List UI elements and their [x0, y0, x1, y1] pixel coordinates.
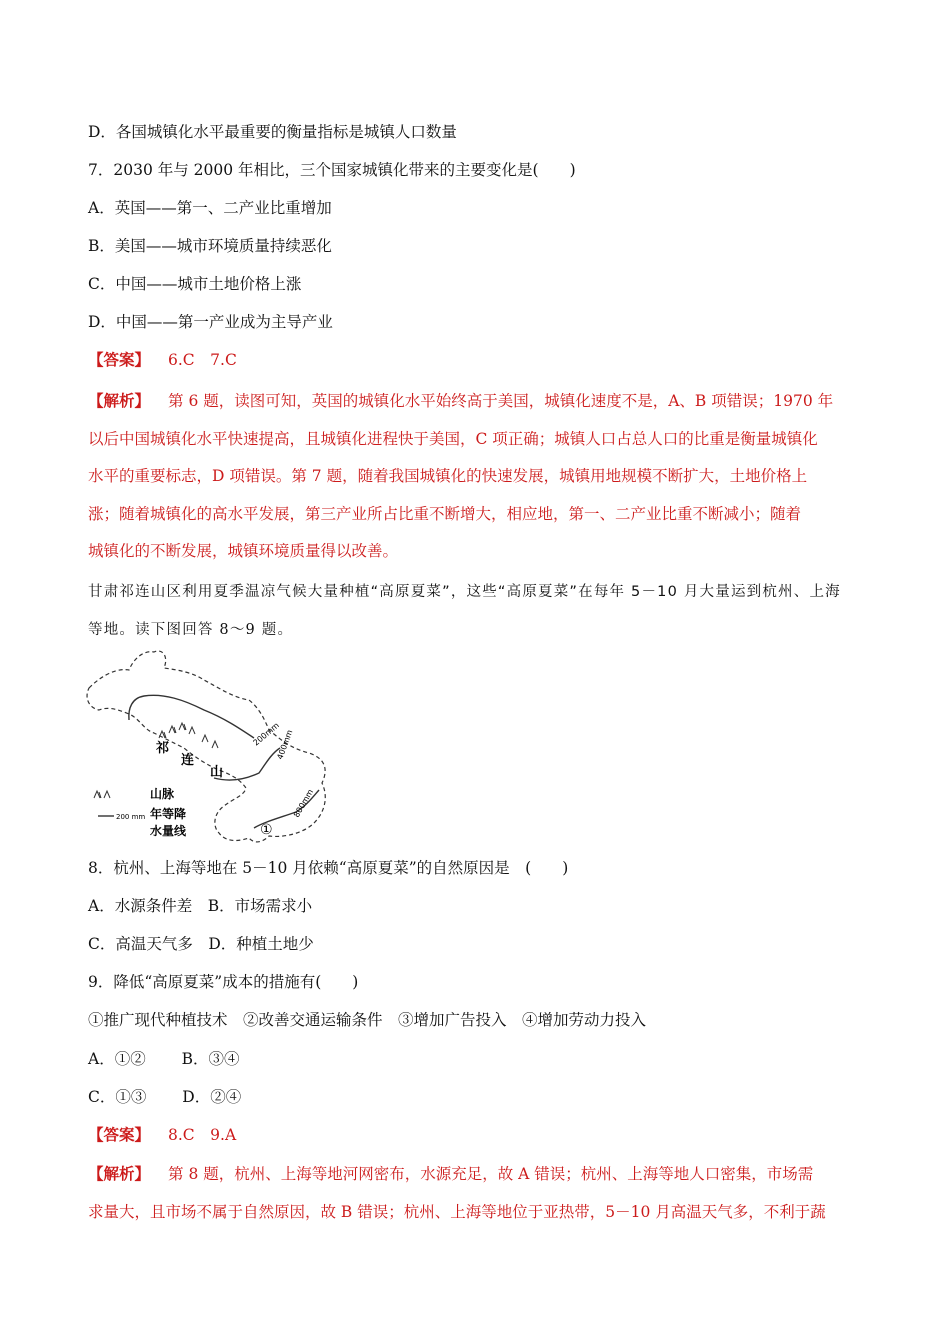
q7-option-d: D．中国——第一产业成为主导产业: [88, 313, 333, 331]
analysis-label: 【解析】: [88, 391, 151, 410]
intro-line: 等地。读下图回答 8～9 题。: [88, 621, 294, 638]
isohyet-label-200: 200mm: [251, 720, 281, 748]
analysis-line: [88, 1155, 868, 1194]
legend-mountain-icon: [94, 791, 110, 798]
q9-options-row: A．①② B．③④: [88, 1050, 240, 1068]
isohyet-label-800: 800mm: [291, 787, 316, 819]
answer-value: 8.C 9.A: [168, 1126, 237, 1144]
mountain-name-char: 祁: [156, 741, 170, 756]
analysis-line: [88, 382, 868, 421]
analysis-line: 涨；随着城镇化的高水平发展，第三产业所占比重不断增大，相应地，第一、二产业比重不断减小；随着: [88, 504, 802, 523]
q9-stem: 9．降低“高原夏菜”成本的措施有( ): [88, 973, 359, 991]
answer-label: 【答案】: [88, 350, 151, 369]
analysis-line: 城镇化的不断发展，城镇环境质量得以改善。: [88, 542, 399, 560]
q8-options-row: C．高温天气多 D．种植土地少: [88, 935, 314, 953]
q7-option-b: B．美国——城市环境质量持续恶化: [88, 237, 332, 255]
answer-value: 6.C 7.C: [168, 351, 237, 369]
q8-options-row: A．水源条件差 B．市场需求小: [88, 897, 313, 915]
analysis-text: 第 8 题，杭州、上海等地河网密布，水源充足，故 A 错误；杭州、上海等地人口密集，市场需: [168, 1165, 814, 1183]
analysis-line: 以后中国城镇化水平快速提高，且城镇化进程快于美国，C 项正确；城镇人口占总人口的比重是衡量城镇化: [88, 429, 818, 448]
region-marker: ①: [260, 822, 273, 838]
analysis-text: 第 6 题，读图可知，英国的城镇化水平始终高于美国，城镇化速度不是，A、B 项错误；1970 年: [168, 392, 834, 410]
legend-mountain-label: 山脉: [150, 787, 175, 801]
answer-8-9: [88, 1124, 236, 1146]
isohyet-400: [214, 748, 280, 780]
q7-option-c: C．中国——城市土地价格上涨: [88, 275, 302, 293]
analysis-label: 【解析】: [88, 1164, 151, 1183]
q7-option-a: A．英国——第一、二产业比重增加: [88, 199, 332, 217]
qilian-map: [84, 648, 334, 848]
q7-stem: 7．2030 年与 2000 年相比，三个国家城镇化带来的主要变化是( ): [88, 161, 576, 179]
analysis-8-9: [88, 1155, 868, 1231]
q9-options-row: C．①③ D．②④: [88, 1088, 242, 1106]
answer-label: 【答案】: [88, 1125, 151, 1144]
analysis-line: 水平的重要标志，D 项错误。第 7 题，随着我国城镇化的快速发展，城镇用地规模不断扩大，土地价格上: [88, 467, 808, 485]
mountain-name-char: 山: [210, 765, 224, 780]
q8-stem: 8．杭州、上海等地在 5－10 月依赖“高原夏菜”的自然原因是 ( ): [88, 859, 569, 877]
intro-line: 甘肃祁连山区利用夏季温凉气候大量种植“高原夏菜”，这些“高原夏菜”在每年 5－10 月大量运到杭州、上海: [88, 584, 841, 600]
isohyet-200: [129, 695, 254, 738]
answer-6-7: [88, 349, 237, 371]
q6-option-d: D．各国城镇化水平最重要的衡量指标是城镇人口数量: [88, 123, 457, 141]
intro-paragraph: [88, 574, 868, 649]
analysis-line: 求量大，且市场不属于自然原因，故 B 错误；杭州、上海等地位于亚热带，5－10 月高温天气多，不利于蔬: [88, 1202, 826, 1221]
legend-isohyet-sample: 200 mm: [116, 813, 146, 821]
analysis-6-7: [88, 382, 868, 571]
q9-choices: ①推广现代种植技术 ②改善交通运输条件 ③增加广告投入 ④增加劳动力投入: [88, 1011, 647, 1029]
legend-isohyet-label: 水量线: [150, 824, 187, 838]
mountain-name-char: 连: [181, 753, 195, 768]
legend-isohyet-label: 年等降: [150, 807, 187, 821]
isohyet-label-400: 400mm: [275, 728, 295, 761]
